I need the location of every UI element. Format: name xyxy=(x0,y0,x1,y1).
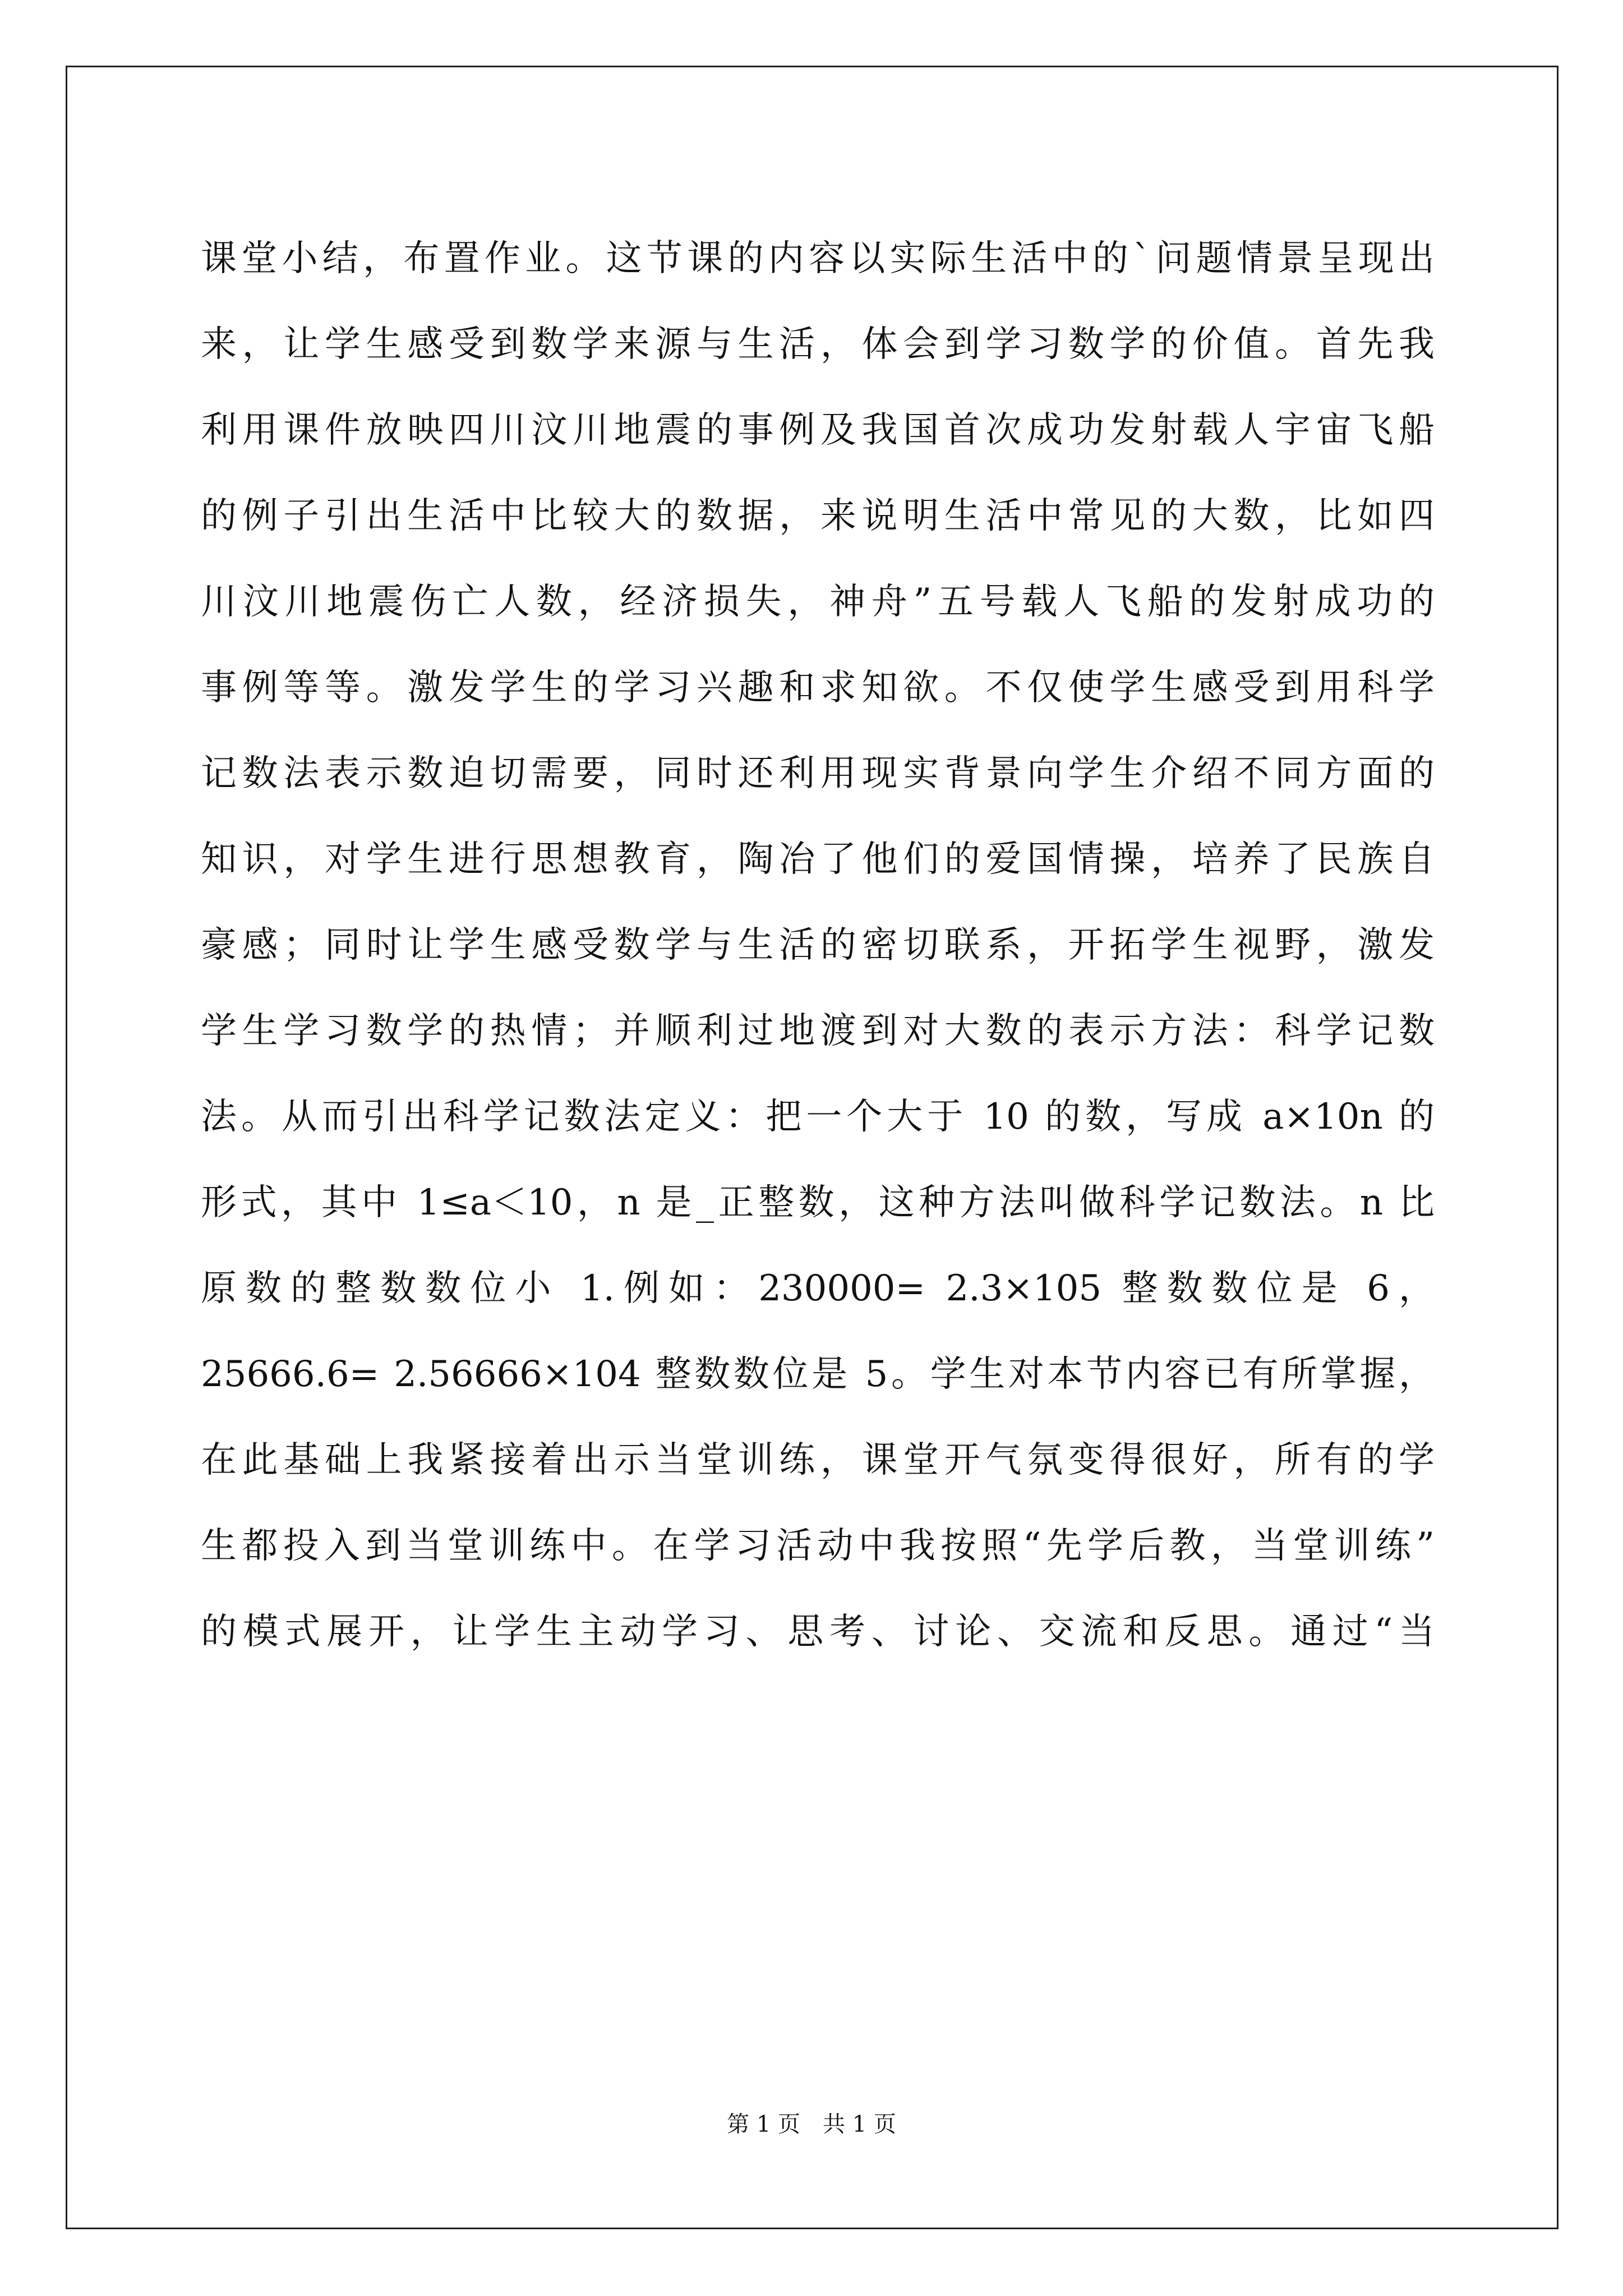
text-line: 25666.6= 2.56666×104 整数数位是 5。学生对本节内容已有所掌握， xyxy=(201,1354,1435,1395)
text-line: 在此基础上我紧接着出示当堂训练，课堂开气氛变得很好，所有的学 xyxy=(201,1439,1435,1481)
text-line: 生都投入到当堂训练中。在学习活动中我按照“先学后教，当堂训练” xyxy=(201,1525,1435,1567)
text-line: 知识，对学生进行思想教育，陶冶了他们的爱国情操，培养了民族自 xyxy=(201,839,1435,880)
text-line: 川汶川地震伤亡人数，经济损失，神舟”五号载人飞船的发射成功的 xyxy=(201,581,1435,623)
text-line: 来，让学生感受到数学来源与生活，体会到学习数学的价值。首先我 xyxy=(201,324,1435,365)
text-line: 的模式展开，让学生主动学习、思考、讨论、交流和反思。通过“当 xyxy=(201,1611,1435,1653)
text-line: 形式，其中 1≤a＜10，n 是_正整数，这种方法叫做科学记数法。n 比 xyxy=(201,1182,1435,1223)
text-line: 豪感；同时让学生感受数学与生活的密切联系，开拓学生视野，激发 xyxy=(201,924,1435,966)
text-line: 原数的整数数位小 1.例如：230000= 2.3×105 整数数位是 6， xyxy=(201,1268,1435,1309)
text-line: 学生学习数学的热情；并顺利过地渡到对大数的表示方法：科学记数 xyxy=(201,1010,1435,1052)
page-footer: 第 1 页 共 1 页 xyxy=(727,2111,896,2137)
text-line: 记数法表示数迫切需要，同时还利用现实背景向学生介绍不同方面的 xyxy=(201,753,1435,794)
body-text xyxy=(201,216,1435,1675)
text-line: 的例子引出生活中比较大的数据，来说明生活中常见的大数，比如四 xyxy=(201,495,1435,537)
text-line: 利用课件放映四川汶川地震的事例及我国首次成功发射载人宇宙飞船 xyxy=(201,409,1435,451)
text-line: 法。从而引出科学记数法定义：把一个大于 10 的数，写成 a×10n 的 xyxy=(201,1096,1435,1138)
text-line: 课堂小结，布置作业。这节课的内容以实际生活中的`问题情景呈现出 xyxy=(201,238,1435,279)
text-line: 事例等等。激发学生的学习兴趣和求知欲。不仅使学生感受到用科学 xyxy=(201,667,1435,708)
